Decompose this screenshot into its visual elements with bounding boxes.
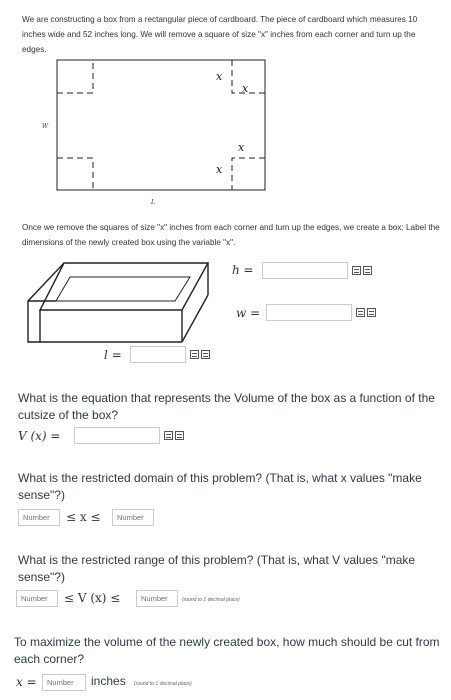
w-label: W xyxy=(42,123,49,130)
preview-icon[interactable] xyxy=(190,350,199,359)
preview-icon[interactable] xyxy=(352,266,361,275)
l-answer-tools xyxy=(190,350,210,359)
x-label-top-left: x xyxy=(216,70,223,83)
x-label-bottom-left: x xyxy=(216,163,223,176)
range-inequality: ≤ V (x) ≤ xyxy=(64,591,121,605)
range-rounding-hint: (round to 1 decimal place) xyxy=(182,597,240,603)
volume-equation-label: V (x) = xyxy=(18,429,61,443)
box-instruction-text: Once we remove the squares of size "x" inches from each corner and turn up the edges, we create a box: Label the dimensions of the newly created box using the variable "x". xyxy=(22,223,440,247)
volume-answer-tools xyxy=(164,431,184,440)
range-min-input[interactable]: Number xyxy=(16,590,58,607)
domain-inequality: ≤ x ≤ xyxy=(66,510,101,524)
open-box-diagram xyxy=(20,255,220,350)
w-answer-tools xyxy=(356,308,376,317)
cut-rounding-hint: (round to 1 decimal place) xyxy=(134,681,192,687)
l-answer-input[interactable] xyxy=(130,346,186,363)
help-icon[interactable] xyxy=(363,266,372,275)
intro-text: We are constructing a box from a rectangular piece of cardboard. The piece of cardboard which measures 10 inches wide and 52 inches long. We will remove a square of size "x" inches from each corner and turn up the edges. xyxy=(22,15,418,54)
x-equals-label: x = xyxy=(16,675,37,689)
h-answer-input[interactable] xyxy=(262,262,348,279)
w-label: w = xyxy=(236,306,261,320)
x-label-top-bottom: x xyxy=(242,82,249,95)
h-label: h = xyxy=(232,263,254,277)
help-icon[interactable] xyxy=(175,431,184,440)
preview-icon[interactable] xyxy=(164,431,173,440)
cardboard-diagram xyxy=(20,50,280,210)
w-answer-input[interactable] xyxy=(266,304,352,321)
max-volume-question: To maximize the volume of the newly created box, how much should be cut from each corner? xyxy=(14,635,440,666)
l-label: l = xyxy=(104,348,122,362)
h-answer-tools xyxy=(352,266,372,275)
cut-size-input[interactable]: Number xyxy=(42,674,86,691)
help-icon[interactable] xyxy=(201,350,210,359)
help-icon[interactable] xyxy=(367,308,376,317)
volume-answer-input[interactable] xyxy=(74,427,160,444)
domain-min-input[interactable]: Number xyxy=(18,509,60,526)
range-question: What is the restricted range of this problem? (That is, what V values "make sense"?) xyxy=(18,553,416,584)
domain-max-input[interactable]: Number xyxy=(112,509,154,526)
range-max-input[interactable]: Number xyxy=(136,590,178,607)
domain-question: What is the restricted domain of this problem? (That is, what x values "make sense"?) xyxy=(18,471,422,502)
preview-icon[interactable] xyxy=(356,308,365,317)
volume-question: What is the equation that represents the Volume of the box as a function of the cutsize of the box? xyxy=(18,391,435,422)
x-label-right: x xyxy=(238,141,245,154)
inches-unit: inches xyxy=(91,674,126,688)
l-label: L xyxy=(151,199,155,206)
